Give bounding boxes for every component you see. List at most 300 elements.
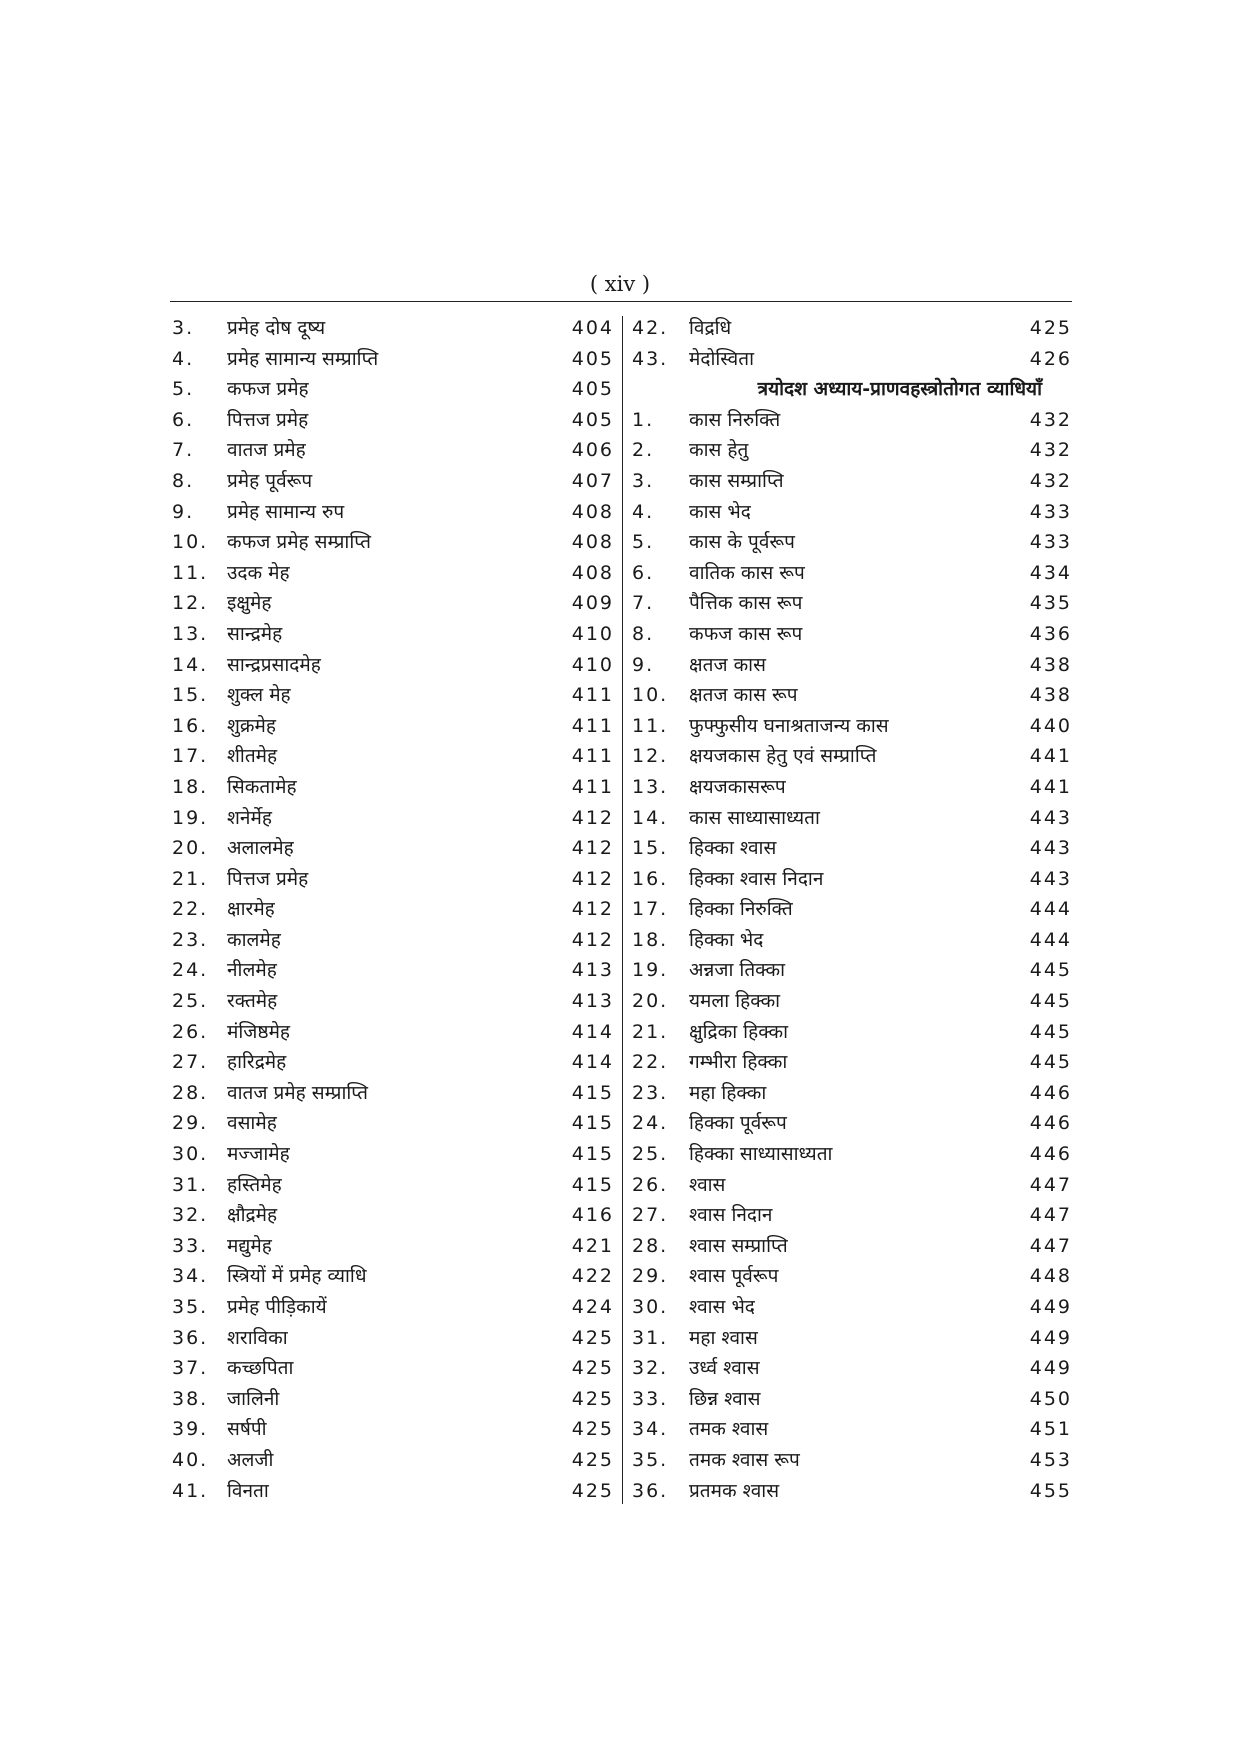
- entry-title: विनता: [227, 1479, 269, 1502]
- entry-title: हिक्का श्वास निदान: [689, 867, 824, 890]
- toc-entry: [630, 1017, 1072, 1048]
- entry-title: कास के पूर्वरूप: [689, 531, 795, 554]
- entry-title: सर्षपी: [227, 1418, 267, 1441]
- entry-page: 455: [1029, 1479, 1072, 1502]
- toc-entry: [170, 313, 614, 344]
- toc-entry: [630, 925, 1072, 956]
- entry-title: अलालमेह: [227, 837, 294, 860]
- entry-page: 405: [571, 408, 614, 431]
- toc-entry: [170, 1353, 614, 1384]
- toc-entry: [630, 711, 1072, 742]
- entry-number: 15.: [632, 837, 669, 860]
- entry-page: 412: [571, 837, 614, 860]
- entry-title: हिक्का श्वास: [689, 837, 777, 860]
- entry-title: श्वास भेद: [689, 1296, 755, 1318]
- toc-entry: [170, 1200, 614, 1231]
- toc-entry: [630, 497, 1072, 528]
- entry-page: 411: [571, 775, 614, 798]
- entry-page: 412: [571, 928, 614, 951]
- entry-number: 25.: [632, 1143, 669, 1166]
- entry-page: 433: [1029, 531, 1072, 554]
- entry-number: 41.: [172, 1479, 209, 1502]
- toc-entry: [630, 1139, 1072, 1170]
- toc-entry: [170, 374, 614, 405]
- entry-number: 16.: [172, 714, 209, 737]
- entry-page: 447: [1029, 1234, 1072, 1257]
- entry-title: श्वास: [689, 1173, 726, 1196]
- header-rule: [170, 301, 1072, 302]
- entry-number: 21.: [632, 1020, 669, 1043]
- entry-title: मज्जामेह: [227, 1143, 290, 1166]
- toc-entry: [630, 864, 1072, 895]
- entry-number: 15.: [172, 684, 209, 707]
- entry-number: 2.: [632, 439, 655, 462]
- entry-number: 12.: [632, 745, 669, 768]
- entry-number: 22.: [172, 898, 209, 921]
- entry-title: कफज प्रमेह: [227, 378, 309, 401]
- entry-page: 449: [1029, 1326, 1072, 1349]
- entry-number: 21.: [172, 867, 209, 890]
- entry-title: कास हेतु: [689, 439, 749, 462]
- entry-page: 411: [571, 714, 614, 737]
- entry-number: 7.: [172, 439, 195, 462]
- entry-title: श्वास पूर्वरूप: [689, 1265, 779, 1288]
- entry-number: 42.: [632, 317, 669, 339]
- entry-number: 31.: [172, 1173, 209, 1196]
- entry-page: 445: [1029, 1020, 1072, 1043]
- entry-number: 4.: [632, 500, 655, 523]
- toc-entry: [630, 588, 1072, 619]
- entry-title: कास सम्प्राप्ति: [689, 469, 784, 492]
- entry-number: 36.: [172, 1326, 209, 1349]
- toc-entry: [630, 741, 1072, 772]
- toc-entry: [170, 650, 614, 681]
- entry-number: 17.: [172, 745, 209, 768]
- toc-entry: [170, 1108, 614, 1139]
- entry-page: 408: [571, 561, 614, 584]
- entry-number: 29.: [172, 1112, 209, 1135]
- entry-page: 415: [571, 1081, 614, 1104]
- toc-entry: [630, 1108, 1072, 1139]
- entry-title: यमला हिक्का: [689, 990, 781, 1013]
- entry-page: 407: [571, 469, 614, 492]
- entry-page: 441: [1029, 775, 1072, 798]
- entry-title: नीलमेह: [227, 959, 277, 982]
- toc-entry: [630, 680, 1072, 711]
- entry-title: हारिद्रमेह: [227, 1051, 287, 1074]
- entry-title: कास साध्यासाध्यता: [689, 806, 820, 829]
- entry-number: 14.: [632, 806, 669, 829]
- toc-entry: [170, 1292, 614, 1323]
- entry-title: हिक्का साध्यासाध्यता: [689, 1143, 833, 1166]
- entry-number: 10.: [632, 684, 669, 707]
- entry-title: कफज कास रूप: [689, 622, 803, 645]
- entry-number: 19.: [632, 959, 669, 982]
- toc-entry: [170, 558, 614, 589]
- entry-number: 14.: [172, 653, 209, 676]
- toc-entry: [630, 1323, 1072, 1354]
- entry-number: 28.: [632, 1234, 669, 1257]
- entry-number: 34.: [632, 1418, 669, 1441]
- toc-entry: [170, 1017, 614, 1048]
- entry-page: 446: [1029, 1112, 1072, 1135]
- toc-entry: [630, 1231, 1072, 1262]
- entry-number: 18.: [172, 775, 209, 798]
- entry-page: 435: [1029, 592, 1072, 615]
- entry-title: वातिक कास रूप: [689, 561, 805, 584]
- toc-entry: [630, 803, 1072, 834]
- toc-entry: [170, 1384, 614, 1415]
- entry-title: प्रतमक श्वास: [689, 1479, 780, 1502]
- entry-page: 425: [571, 1479, 614, 1502]
- entry-number: 28.: [172, 1081, 209, 1104]
- toc-entry: [170, 619, 614, 650]
- entry-number: 16.: [632, 867, 669, 890]
- entry-page: 432: [1029, 469, 1072, 492]
- chapter-heading: त्रयोदश अध्याय-प्राणवहस्त्रोतोगत व्याधियाँ: [757, 378, 1042, 401]
- entry-number: 6.: [172, 408, 195, 431]
- entry-title: क्षुद्रिका हिक्का: [689, 1020, 789, 1043]
- toc-entry: [630, 1170, 1072, 1201]
- entry-page: 413: [571, 959, 614, 982]
- entry-title: हिक्का पूर्वरूप: [689, 1112, 787, 1135]
- toc-entry: [630, 1353, 1072, 1384]
- entry-number: 30.: [632, 1296, 669, 1318]
- entry-title: पैत्तिक कास रूप: [689, 592, 803, 615]
- toc-entry: [170, 803, 614, 834]
- toc-entry: [630, 1078, 1072, 1109]
- entry-title: अलजी: [227, 1448, 274, 1471]
- entry-number: 35.: [172, 1296, 209, 1318]
- toc-entry: [630, 1384, 1072, 1415]
- toc-entry: [630, 1445, 1072, 1476]
- entry-number: 9.: [632, 653, 655, 676]
- entry-page: 449: [1029, 1296, 1072, 1318]
- entry-number: 7.: [632, 592, 655, 615]
- entry-page: 444: [1029, 928, 1072, 951]
- entry-title: गम्भीरा हिक्का: [689, 1051, 788, 1074]
- entry-title: क्षतज कास: [689, 653, 766, 676]
- entry-title: प्रमेह पूर्वरूप: [227, 469, 313, 492]
- entry-title: वातज प्रमेह: [227, 439, 306, 462]
- entry-number: 32.: [172, 1204, 209, 1227]
- toc-entry: [630, 833, 1072, 864]
- entry-title: प्रमेह दोष दूष्य: [227, 317, 326, 339]
- toc-entry: [170, 955, 614, 986]
- toc-entry: [170, 527, 614, 558]
- entry-number: 37.: [172, 1357, 209, 1380]
- toc-entry: [170, 497, 614, 528]
- toc-entry: [170, 1323, 614, 1354]
- entry-number: 27.: [172, 1051, 209, 1074]
- entry-number: 26.: [172, 1020, 209, 1043]
- toc-entry: [170, 680, 614, 711]
- entry-number: 23.: [172, 928, 209, 951]
- right-column: [630, 313, 1072, 1506]
- toc-entry: [170, 1261, 614, 1292]
- toc-entry: [630, 650, 1072, 681]
- entry-page: 408: [571, 531, 614, 554]
- toc-entry: [630, 1261, 1072, 1292]
- entry-page: 410: [571, 653, 614, 676]
- entry-title: जालिनी: [227, 1387, 280, 1410]
- toc-entry: [170, 435, 614, 466]
- entry-number: 39.: [172, 1418, 209, 1441]
- entry-number: 24.: [172, 959, 209, 982]
- entry-page: 411: [571, 745, 614, 768]
- toc-entry: [170, 588, 614, 619]
- entry-number: 43.: [632, 347, 669, 370]
- entry-page: 414: [571, 1051, 614, 1074]
- entry-page: 414: [571, 1020, 614, 1043]
- toc-entry: [630, 1476, 1072, 1507]
- entry-title: श्वास निदान: [689, 1204, 773, 1227]
- entry-number: 34.: [172, 1265, 209, 1288]
- toc-entry: [630, 894, 1072, 925]
- entry-title: कालमेह: [227, 928, 281, 951]
- entry-title: कास भेद: [689, 500, 751, 523]
- left-column: [170, 313, 614, 1506]
- toc-entry: [630, 558, 1072, 589]
- toc-entry: [630, 1200, 1072, 1231]
- entry-page: 425: [571, 1326, 614, 1349]
- entry-title: विद्रधि: [689, 317, 732, 339]
- entry-title: कास निरुक्ति: [689, 408, 781, 431]
- toc-entry: [630, 313, 1072, 344]
- entry-title: क्षयजकास हेतु एवं सम्प्राप्ति: [689, 745, 877, 768]
- entry-title: शुक्रमेह: [227, 714, 276, 737]
- entry-page: 405: [571, 347, 614, 370]
- entry-page: 425: [571, 1387, 614, 1410]
- entry-number: 33.: [632, 1387, 669, 1410]
- entry-page: 410: [571, 622, 614, 645]
- toc-entry: [630, 1292, 1072, 1323]
- entry-title: महा हिक्का: [689, 1081, 767, 1104]
- entry-title: श्वास सम्प्राप्ति: [689, 1234, 788, 1257]
- toc-entry: [170, 1231, 614, 1262]
- entry-number: 18.: [632, 928, 669, 951]
- page-number: ( xiv ): [589, 272, 651, 296]
- column-divider: [622, 316, 623, 1504]
- entry-page: 408: [571, 500, 614, 523]
- entry-number: 9.: [172, 500, 195, 523]
- entry-page: 445: [1029, 1051, 1072, 1074]
- entry-number: 3.: [172, 317, 195, 339]
- entry-title: प्रमेह सामान्य सम्प्राप्ति: [227, 347, 379, 370]
- entry-page: 425: [571, 1357, 614, 1380]
- entry-number: 22.: [632, 1051, 669, 1074]
- entry-page: 409: [571, 592, 614, 615]
- entry-title: उर्ध्व श्वास: [689, 1357, 760, 1380]
- entry-page: 445: [1029, 990, 1072, 1013]
- entry-number: 20.: [172, 837, 209, 860]
- entry-title: मद्युमेह: [227, 1234, 272, 1257]
- entry-number: 26.: [632, 1173, 669, 1196]
- toc-entry: [170, 894, 614, 925]
- entry-page: 413: [571, 990, 614, 1013]
- entry-title: शराविका: [227, 1326, 288, 1349]
- entry-number: 1.: [632, 408, 655, 431]
- entry-number: 11.: [172, 561, 209, 584]
- entry-page: 447: [1029, 1173, 1072, 1196]
- entry-title: इक्षुमेह: [227, 592, 272, 615]
- entry-page: 412: [571, 867, 614, 890]
- entry-title: क्षतज कास रूप: [689, 684, 798, 707]
- toc-entry: [630, 344, 1072, 375]
- entry-page: 443: [1029, 867, 1072, 890]
- entry-page: 411: [571, 684, 614, 707]
- toc-entry: [170, 1414, 614, 1445]
- entry-title: हिक्का भेद: [689, 928, 764, 951]
- entry-title: क्षारमेह: [227, 898, 275, 921]
- toc-entry: [630, 986, 1072, 1017]
- entry-page: 426: [1029, 347, 1072, 370]
- entry-number: 35.: [632, 1448, 669, 1471]
- entry-title: मेदोस्विता: [689, 347, 754, 370]
- entry-page: 451: [1029, 1418, 1072, 1441]
- entry-number: 13.: [632, 775, 669, 798]
- entry-page: 447: [1029, 1204, 1072, 1227]
- toc-entry: [170, 833, 614, 864]
- entry-page: 446: [1029, 1081, 1072, 1104]
- toc-entry: [170, 986, 614, 1017]
- entry-title: सान्द्रमेह: [227, 622, 283, 645]
- entry-page: 421: [571, 1234, 614, 1257]
- entry-number: 31.: [632, 1326, 669, 1349]
- toc-entry: [630, 435, 1072, 466]
- toc-entry: [170, 466, 614, 497]
- toc-entry: [170, 925, 614, 956]
- entry-page: 415: [571, 1143, 614, 1166]
- entry-page: 432: [1029, 439, 1072, 462]
- toc-entry: [170, 1047, 614, 1078]
- entry-title: प्रमेह सामान्य रुप: [227, 500, 345, 523]
- entry-number: 40.: [172, 1448, 209, 1471]
- toc-entry: [170, 1139, 614, 1170]
- toc-entry: [170, 1476, 614, 1507]
- entry-page: 433: [1029, 500, 1072, 523]
- entry-page: 453: [1029, 1448, 1072, 1471]
- entry-page: 438: [1029, 653, 1072, 676]
- entry-number: 5.: [172, 378, 195, 401]
- entry-number: 36.: [632, 1479, 669, 1502]
- entry-title: सिकतामेह: [227, 775, 297, 798]
- toc-entry: [630, 772, 1072, 803]
- entry-title: क्षौद्रमेह: [227, 1204, 278, 1227]
- entry-page: 434: [1029, 561, 1072, 584]
- entry-page: 441: [1029, 745, 1072, 768]
- toc-entry: [170, 1078, 614, 1109]
- entry-page: 412: [571, 898, 614, 921]
- entry-title: उदक मेह: [227, 561, 290, 584]
- entry-title: पित्तज प्रमेह: [227, 408, 309, 431]
- entry-number: 24.: [632, 1112, 669, 1135]
- entry-page: 450: [1029, 1387, 1072, 1410]
- entry-number: 8.: [172, 469, 195, 492]
- entry-number: 23.: [632, 1081, 669, 1104]
- entry-page: 404: [571, 317, 614, 339]
- entry-page: 415: [571, 1173, 614, 1196]
- entry-number: 27.: [632, 1204, 669, 1227]
- toc-entry: [170, 1170, 614, 1201]
- entry-title: शीतमेह: [227, 745, 278, 768]
- entry-title: वसामेह: [227, 1112, 277, 1135]
- entry-page: 448: [1029, 1265, 1072, 1288]
- entry-title: छिन्न श्वास: [689, 1387, 761, 1410]
- entry-title: सान्द्रप्रसादमेह: [227, 653, 321, 676]
- entry-page: 438: [1029, 684, 1072, 707]
- entry-page: 425: [1029, 317, 1072, 339]
- entry-title: प्रमेह पीड़िकायें: [227, 1296, 327, 1318]
- entry-page: 440: [1029, 714, 1072, 737]
- entry-title: वातज प्रमेह सम्प्राप्ति: [227, 1081, 368, 1104]
- entry-title: रक्तमेह: [227, 990, 278, 1013]
- entry-number: 20.: [632, 990, 669, 1013]
- toc-entry: [170, 405, 614, 436]
- entry-page: 422: [571, 1265, 614, 1288]
- entry-page: 415: [571, 1112, 614, 1135]
- entry-number: 30.: [172, 1143, 209, 1166]
- entry-title: फुफ्फुसीय घनाश्रताजन्य कास: [689, 714, 889, 737]
- entry-page: 432: [1029, 408, 1072, 431]
- entry-number: 38.: [172, 1387, 209, 1410]
- entry-number: 13.: [172, 622, 209, 645]
- entry-title: शनेर्मेह: [227, 806, 272, 829]
- entry-page: 425: [571, 1418, 614, 1441]
- entry-number: 10.: [172, 531, 209, 554]
- entry-number: 8.: [632, 622, 655, 645]
- entry-page: 416: [571, 1204, 614, 1227]
- entry-page: 436: [1029, 622, 1072, 645]
- entry-number: 3.: [632, 469, 655, 492]
- toc-entry: [630, 1047, 1072, 1078]
- entry-number: 4.: [172, 347, 195, 370]
- entry-title: क्षयजकासरूप: [689, 775, 786, 798]
- toc-entry: [630, 466, 1072, 497]
- entry-title: हिक्का निरुक्ति: [689, 898, 793, 921]
- entry-number: 5.: [632, 531, 655, 554]
- entry-page: 443: [1029, 837, 1072, 860]
- toc-entry: [170, 864, 614, 895]
- entry-page: 405: [571, 378, 614, 401]
- entry-title: हस्तिमेह: [227, 1173, 282, 1196]
- entry-page: 446: [1029, 1143, 1072, 1166]
- entry-number: 6.: [632, 561, 655, 584]
- entry-title: पित्तज प्रमेह: [227, 867, 309, 890]
- toc-entry: [630, 619, 1072, 650]
- entry-title: तमक श्वास: [689, 1418, 769, 1441]
- toc-entry: [170, 741, 614, 772]
- entry-number: 25.: [172, 990, 209, 1013]
- entry-number: 17.: [632, 898, 669, 921]
- entry-title: शुक्ल मेह: [227, 684, 291, 707]
- entry-number: 32.: [632, 1357, 669, 1380]
- entry-page: 443: [1029, 806, 1072, 829]
- entry-page: 425: [571, 1448, 614, 1471]
- entry-title: अन्नजा तिक्का: [689, 959, 786, 982]
- toc-entry: [170, 711, 614, 742]
- entry-page: 424: [571, 1296, 614, 1318]
- entry-number: 19.: [172, 806, 209, 829]
- toc-entry: [170, 772, 614, 803]
- entry-page: 445: [1029, 959, 1072, 982]
- toc-entry: [630, 1414, 1072, 1445]
- toc-entry: [630, 527, 1072, 558]
- entry-title: कफज प्रमेह सम्प्राप्ति: [227, 531, 371, 554]
- toc-entry: [630, 405, 1072, 436]
- entry-title: महा श्वास: [689, 1326, 758, 1349]
- entry-number: 11.: [632, 714, 669, 737]
